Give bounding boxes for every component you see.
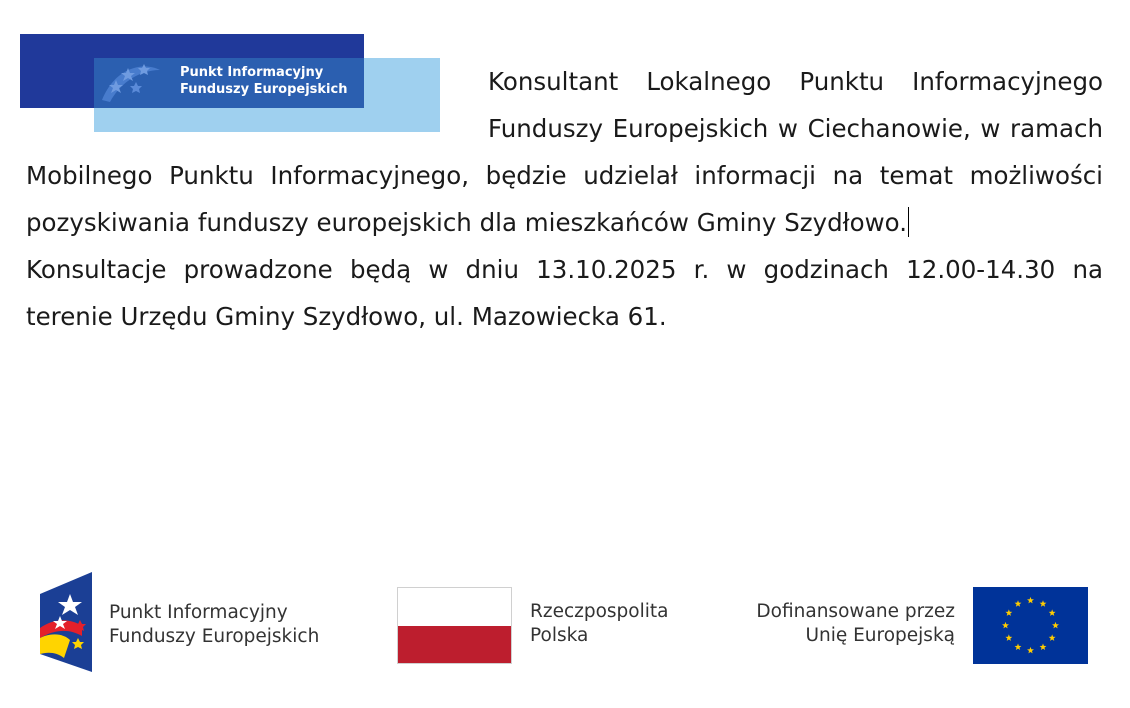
pl-logo-label [530,600,668,648]
eu-logo-line2: Unię Europejską [805,625,955,646]
pl-logo-line2: Polska [530,625,589,646]
top-logo-line2: Funduszy Europejskich [180,82,348,97]
announcement-paragraph-2: Konsultacje prowadzone będą w dniu 13.10.2025 r. w godzinach 12.00-14.30 na terenie Urzędu Gminy Szydłowo, ul. Mazowiecka 61. [26,255,1103,331]
fundusze-europejskie-logo-icon [40,572,100,672]
paragraph-1-text: Konsultant Lokalnego Punktu Informacyjnego Funduszy Europejskich w Ciechanowie, w ramach Mobilnego Punktu Informacyjnego, będzie udzielał informacji na temat możliwości pozyskiwania funduszy europejskich dla mieszkańców Gminy Szydłowo. [26,67,1103,237]
eu-logo-line1: Dofinansowane przez [756,601,955,622]
eu-logo-label [700,600,955,648]
fe-logo-label [109,601,319,649]
announcement-text [26,58,1103,340]
text-cursor [908,207,909,237]
logo-spacer [26,58,488,152]
top-logo-line1: Punkt Informacyjny [180,65,324,80]
polish-flag-icon [397,587,512,664]
eu-flag-icon [973,587,1088,664]
pl-logo-line1: Rzeczpospolita [530,601,669,622]
fe-logo-line2: Funduszy Europejskich [109,626,320,647]
fe-logo-line1: Punkt Informacyjny [109,602,288,623]
polish-flag-red-stripe [398,626,511,664]
